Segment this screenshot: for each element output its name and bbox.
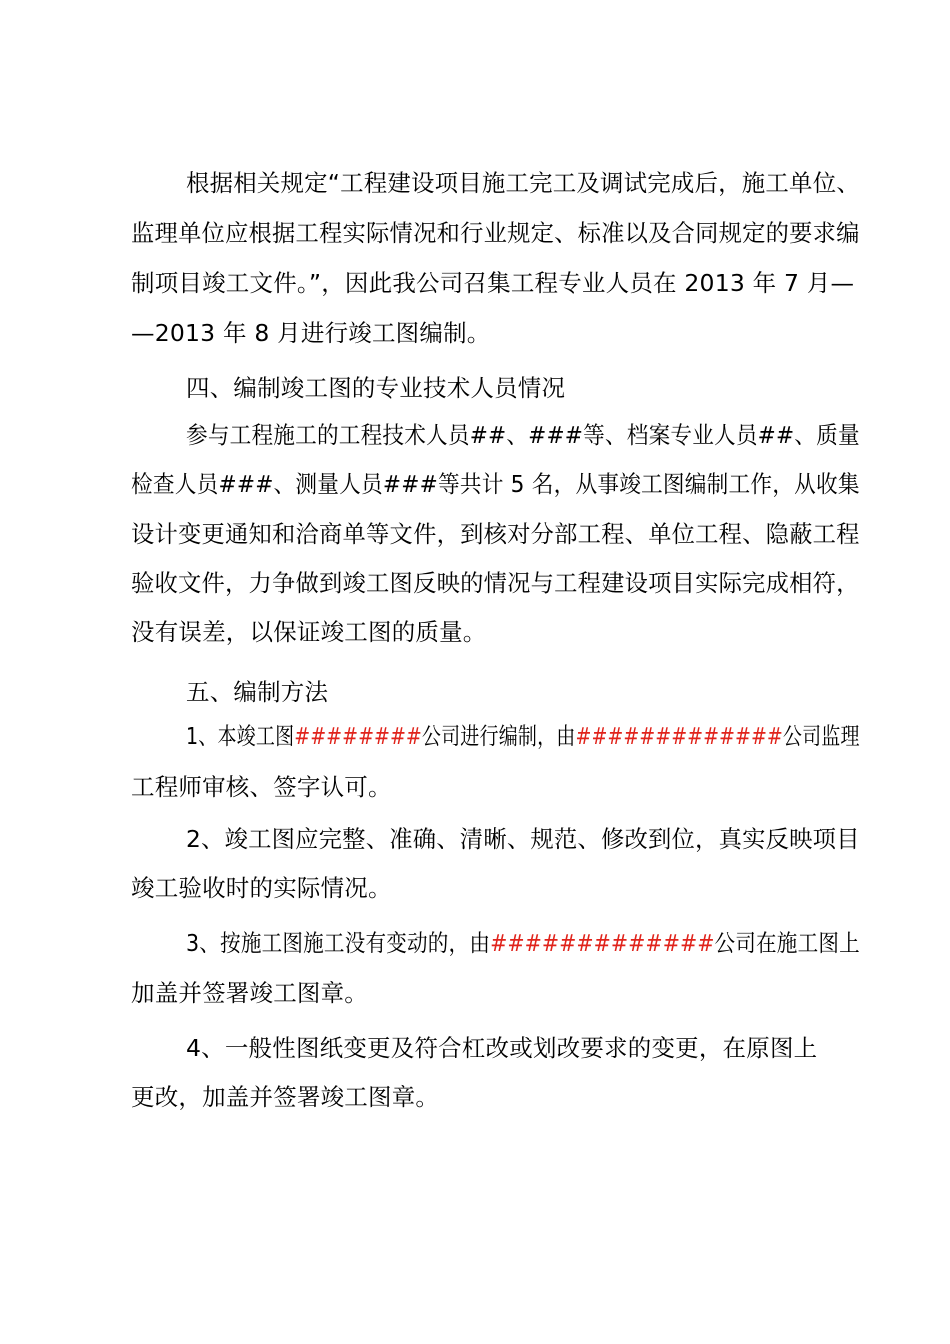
item-3-text-b: 公司在施工图上 [714, 929, 860, 957]
item-3-text-a: 3、按施工图施工没有变动的，由 [186, 929, 491, 957]
item-1-text-b: 公司进行编制，由 [421, 722, 576, 750]
redacted-company-placeholder: ############# [490, 929, 715, 957]
item-3-line-2: 加盖并签署竣工图章。 [131, 979, 368, 1007]
item-2-line-1: 2、竣工图应完整、准确、清晰、规范、修改到位，真实反映项目 [186, 825, 860, 853]
paragraph-1-line-3: 制项目竣工文件。”，因此我公司召集工程专业人员在 2013 年 7 月— [131, 269, 855, 297]
paragraph-1-line-2: 监理单位应根据工程实际情况和行业规定、标准以及合同规定的要求编 [131, 219, 860, 247]
item-1-text-c: 公司监理 [782, 722, 860, 750]
item-1-text-a: 1、本竣工图 [186, 722, 295, 750]
item-4-line-1: 4、一般性图纸变更及符合杠改或划改要求的变更，在原图上 [186, 1034, 818, 1062]
paragraph-2-line-2: 检查人员###、测量人员###等共计 5 名，从事竣工图编制工作，从收集 [131, 470, 860, 498]
redacted-company-placeholder: ############# [575, 722, 783, 750]
item-1-line-2: 工程师审核、签字认可。 [131, 773, 392, 801]
section-5-heading: 五、编制方法 [186, 678, 329, 706]
item-2-line-2: 竣工验收时的实际情况。 [131, 874, 392, 902]
paragraph-2-line-4: 验收文件，力争做到竣工图反映的情况与工程建设项目实际完成相符， [131, 569, 860, 597]
item-4-line-2: 更改，加盖并签署竣工图章。 [131, 1083, 440, 1111]
section-4-heading: 四、编制竣工图的专业技术人员情况 [186, 374, 566, 402]
paragraph-2-line-1: 参与工程施工的工程技术人员##、###等、档案专业人员##、质量 [186, 421, 860, 449]
paragraph-1-line-4: —2013 年 8 月进行竣工图编制。 [131, 319, 491, 347]
redacted-company-placeholder: ######## [294, 722, 422, 750]
paragraph-2-line-3: 设计变更通知和洽商单等文件，到核对分部工程、单位工程、隐蔽工程 [131, 520, 860, 548]
paragraph-1-line-1: 根据相关规定“工程建设项目施工完工及调试完成后，施工单位、 [186, 169, 860, 197]
item-3-line-1 [186, 928, 860, 958]
item-1-line-1 [186, 721, 860, 751]
paragraph-2-line-5: 没有误差，以保证竣工图的质量。 [131, 618, 487, 646]
